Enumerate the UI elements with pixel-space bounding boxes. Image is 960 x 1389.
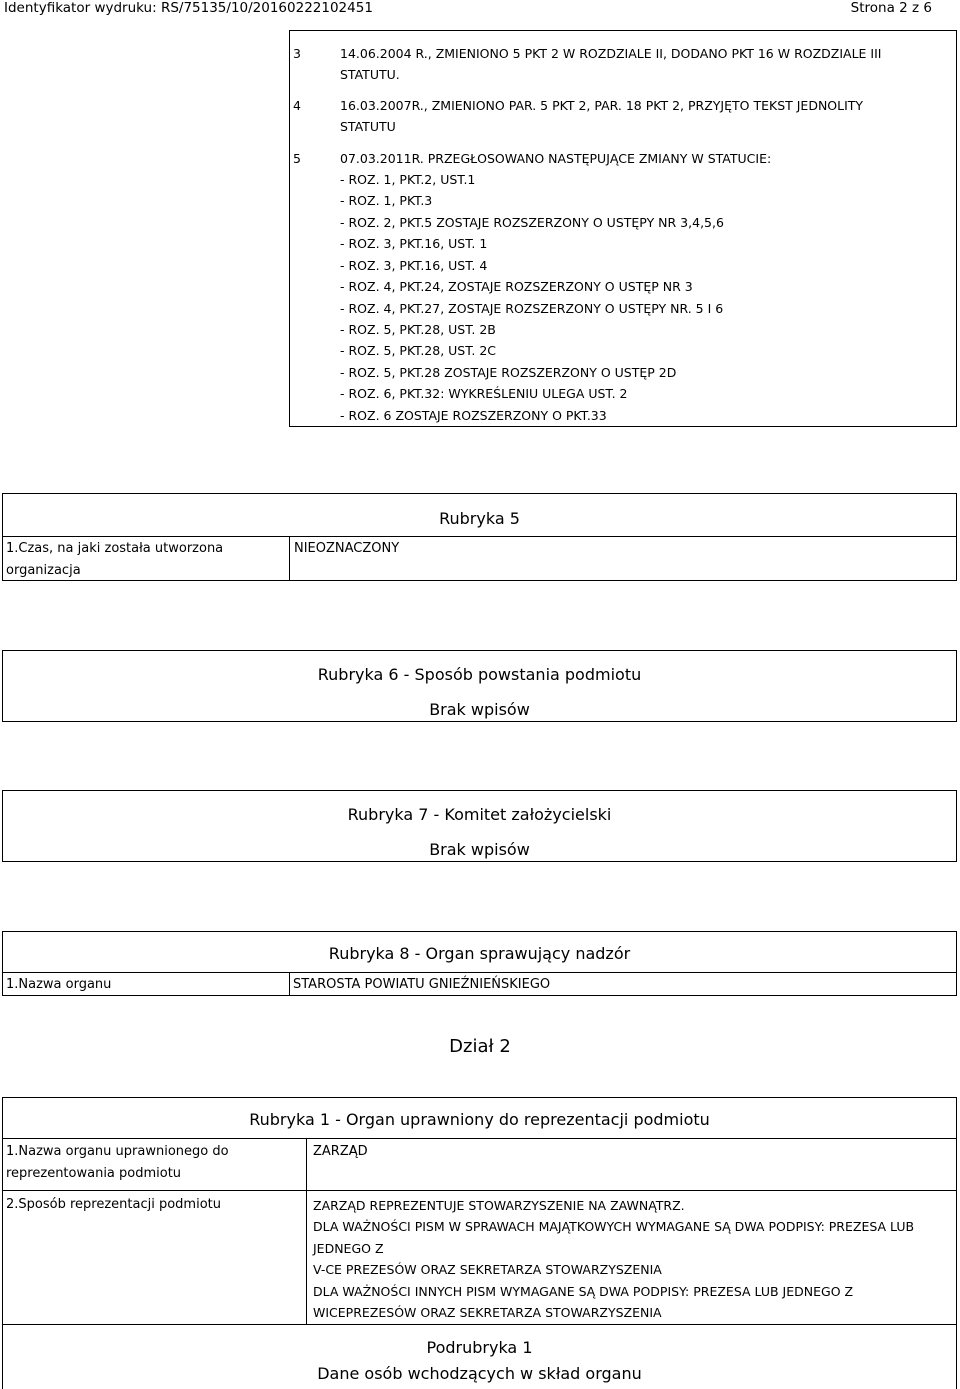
amendment-line: 16.03.2007R., ZMIENIONO PAR. 5 PKT 2, PAR. 18 PKT 2, PRZYJĘTO TEKST JEDNOLITY	[340, 98, 864, 113]
amendment-line: - ROZ. 6, PKT.32: WYKREŚLENIU ULEGA UST. 2	[340, 386, 628, 401]
dzial-2-rubryka-1-title: Rubryka 1 - Organ uprawniony do reprezentacji podmiotu	[249, 1110, 710, 1129]
amendment-line: - ROZ. 4, PKT.24, ZOSTAJE ROZSZERZONY O USTĘP NR 3	[340, 279, 693, 294]
representation-method-line: ZARZĄD REPREZENTUJE STOWARZYSZENIE NA ZAWNĄTRZ.	[313, 1198, 685, 1213]
representation-method-label: 2.Sposób reprezentacji podmiotu	[6, 1197, 221, 1212]
representation-method-line: DLA WAŻNOŚCI PISM W SPRAWACH MAJĄTKOWYCH WYMAGANE SĄ DWA PODPISY: PREZESA LUB	[313, 1219, 915, 1234]
amendment-line: - ROZ. 5, PKT.28, UST. 2B	[340, 322, 496, 337]
dzial-2-rubryka-1-section	[2, 1097, 957, 1389]
rubryka-7-title: Rubryka 7 - Komitet założycielski	[347, 805, 612, 824]
amendment-number: 5	[293, 151, 301, 166]
amendment-line: - ROZ. 4, PKT.27, ZOSTAJE ROZSZERZONY O USTĘPY NR. 5 I 6	[340, 301, 724, 316]
representation-method-line: V-CE PREZESÓW ORAZ SEKRETARZA STOWARZYSZENIA	[313, 1262, 662, 1277]
amendment-line: - ROZ. 3, PKT.16, UST. 4	[340, 258, 488, 273]
dzial-2-title: Dział 2	[449, 1036, 511, 1057]
rubryka-6-title: Rubryka 6 - Sposób powstania podmiotu	[317, 665, 642, 684]
amendments-table	[289, 30, 957, 427]
rubryka-5-value: NIEOZNACZONY	[294, 541, 400, 556]
rubryka-5-title: Rubryka 5	[439, 509, 520, 528]
amendment-line: - ROZ. 1, PKT.3	[340, 193, 433, 208]
rubryka-7-value: Brak wpisów	[429, 840, 530, 859]
amendment-line: - ROZ. 3, PKT.16, UST. 1	[340, 236, 488, 251]
rubryka-8-title: Rubryka 8 - Organ sprawujący nadzór	[328, 944, 631, 963]
amendment-line: - ROZ. 1, PKT.2, UST.1	[340, 172, 476, 187]
rubryka-5-label: 1.Czas, na jaki została utworzona organizacja	[6, 541, 224, 578]
amendment-number: 4	[293, 98, 301, 113]
rubryka-6-value: Brak wpisów	[429, 700, 530, 719]
amendment-line: - ROZ. 6 ZOSTAJE ROZSZERZONY O PKT.33	[340, 408, 607, 423]
rubryka-6-section	[2, 650, 957, 722]
rubryka-5-section	[2, 493, 957, 581]
amendment-line: - ROZ. 2, PKT.5 ZOSTAJE ROZSZERZONY O USTĘPY NR 3,4,5,6	[340, 215, 724, 230]
rubryka-8-value: STAROSTA POWIATU GNIEŹNIEŃSKIEGO	[293, 977, 551, 992]
amendment-line: - ROZ. 5, PKT.28 ZOSTAJE ROZSZERZONY O USTĘP 2D	[340, 365, 677, 380]
podrubryka-1-subtitle: Dane osób wchodzących w skład organu	[317, 1364, 642, 1383]
representation-organ-value: ZARZĄD	[313, 1144, 368, 1159]
representation-method-line: DLA WAŻNOŚCI INNYCH PISM WYMAGANE SĄ DWA PODPISY: PREZESA LUB JEDNEGO Z	[313, 1284, 854, 1299]
amendment-line: 14.06.2004 R., ZMIENIONO 5 PKT 2 W ROZDZIALE II, DODANO PKT 16 W ROZDZIALE III	[340, 46, 882, 61]
podrubryka-1-title: Podrubryka 1	[426, 1338, 533, 1357]
rubryka-8-section	[2, 931, 957, 996]
print-identifier: Identyfikator wydruku: RS/75135/10/20160222102451	[4, 0, 373, 16]
rubryka-8-label: 1.Nazwa organu	[6, 977, 112, 992]
representation-method-line: JEDNEGO Z	[313, 1241, 384, 1256]
amendment-line: STATUTU	[340, 119, 396, 134]
page-number: Strona 2 z 6	[850, 0, 932, 16]
amendment-line: STATUTU.	[340, 67, 400, 82]
amendment-line: - ROZ. 5, PKT.28, UST. 2C	[340, 343, 497, 358]
representation-organ-label: 1.Nazwa organu uprawnionego do reprezentowania podmiotu	[6, 1144, 229, 1181]
representation-method-line: WICEPREZESÓW ORAZ SEKRETARZA STOWARZYSZENIA	[313, 1305, 662, 1320]
rubryka-7-section	[2, 790, 957, 862]
amendment-number: 3	[293, 46, 301, 61]
amendment-line: 07.03.2011R. PRZEGŁOSOWANO NASTĘPUJĄCE ZMIANY W STATUCIE:	[340, 151, 772, 166]
